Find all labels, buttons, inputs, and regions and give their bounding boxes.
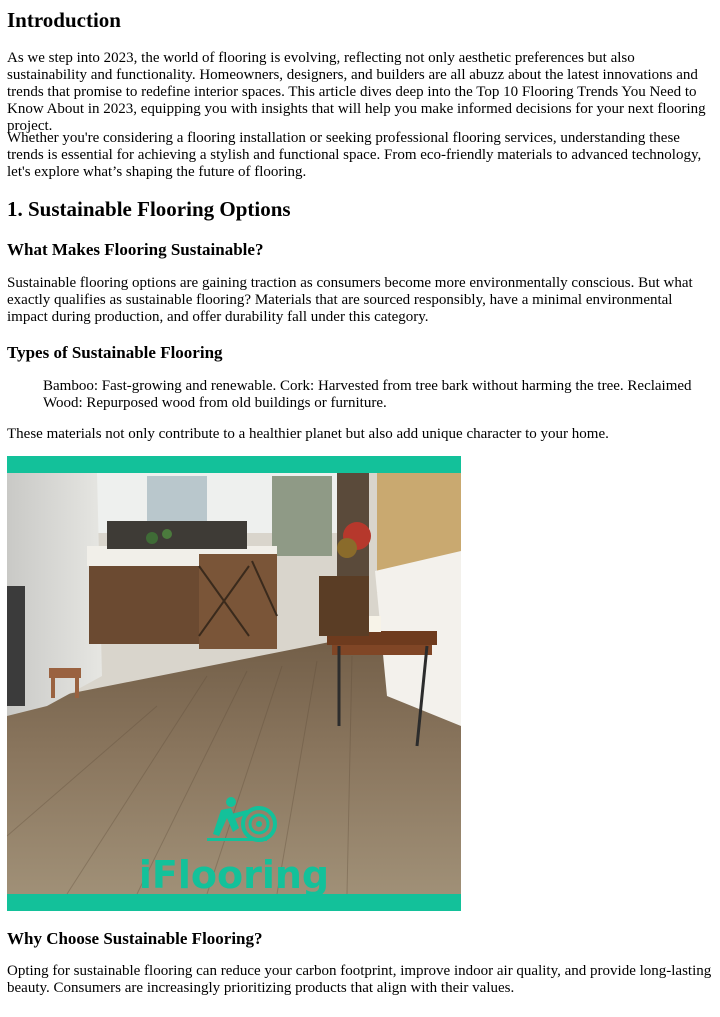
intro-paragraph-1: As we step into 2023, the world of flooring is evolving, reflecting not only aesthetic preferences but also sustainability and functionality. Homeowners, designers, and builders are all abuzz about the latest innovations and trends that promise to redefine interior spaces. This article dives deep into the Top 10 Flooring Trends You Need to Know About in 2023, equipping you with insights that will help you make informed decisions for your next flooring project.	[7, 50, 706, 134]
flooring-photo-illustration	[7, 456, 461, 911]
subheading-types: Types of Sustainable Flooring	[7, 343, 223, 362]
intro-paragraph-2: Whether you're considering a flooring installation or seeking professional flooring services, understanding these trends is essential for achieving a stylish and functional space. From eco-friendly materials to advanced technology, let's explore what’s shaping the future of flooring.	[7, 130, 702, 180]
intro-heading: Introduction	[7, 8, 121, 32]
logo-text: iFlooring	[138, 853, 330, 897]
flooring-photo	[7, 456, 461, 911]
types-blockquote: Bamboo: Fast-growing and renewable. Cork: Harvested from tree bark without harming the tree. Reclaimed Wood: Repurposed wood from old buildings or furniture.	[43, 378, 692, 411]
subheading-what-makes: What Makes Flooring Sustainable?	[7, 240, 264, 259]
why-choose-paragraph: Opting for sustainable flooring can reduce your carbon footprint, improve indoor air quality, and provide long-lasting beauty. Consumers are increasingly prioritizing products that align with their values.	[7, 963, 712, 996]
types-after-paragraph: These materials not only contribute to a healthier planet but also add unique character to your home.	[7, 426, 609, 442]
what-makes-paragraph: Sustainable flooring options are gaining traction as consumers become more environmentally conscious. But what exactly qualifies as sustainable flooring? Materials that are sourced responsibly, have a minimal environmental impact during production, and offer durability fall under this category.	[7, 275, 693, 325]
section-heading-sustainable: 1. Sustainable Flooring Options	[7, 197, 291, 221]
subheading-why-choose: Why Choose Sustainable Flooring?	[7, 929, 263, 948]
